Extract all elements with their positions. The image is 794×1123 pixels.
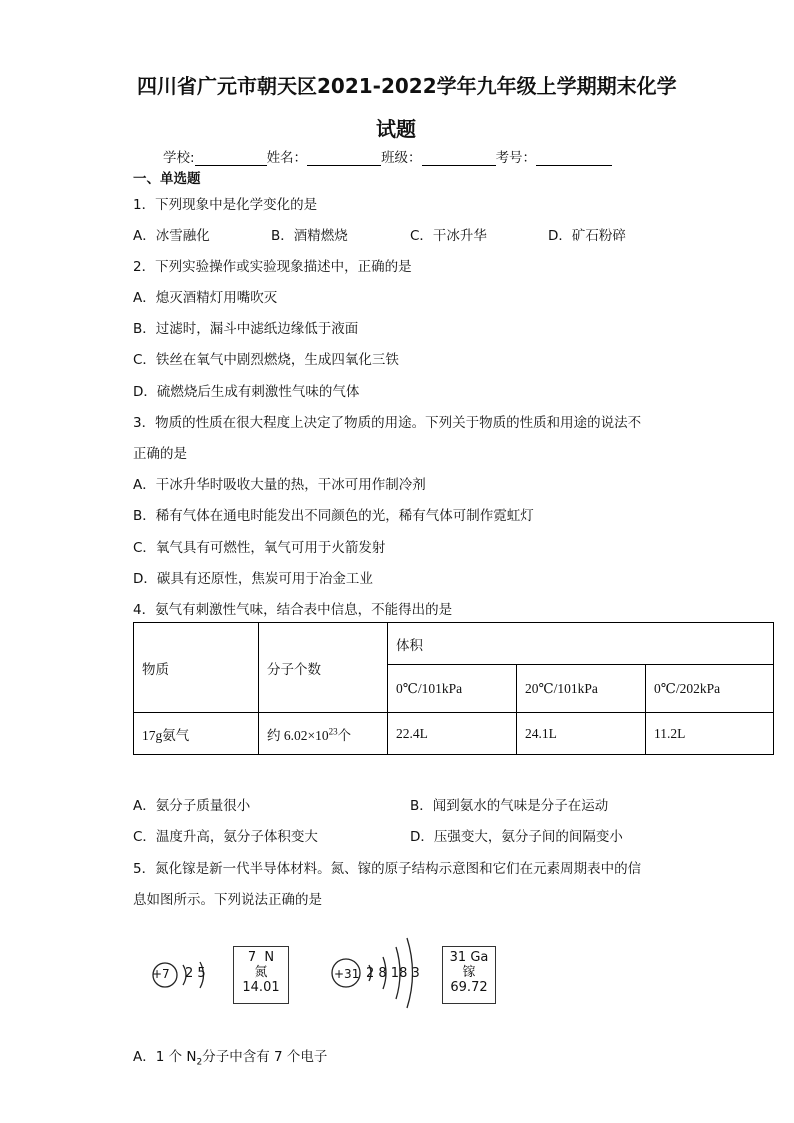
q3-option-c: C．氧气具有可燃性，氧气可用于火箭发射	[133, 540, 386, 556]
q5-stem-line2: 息如图所示。下列说法正确的是	[133, 892, 322, 908]
nitrogen-electron-shells: 2 5	[185, 966, 206, 981]
table-cell-volume-3: 11.2L	[646, 713, 774, 755]
q1-option-c: C．干冰升华	[410, 228, 487, 244]
q5-option-a	[133, 1045, 327, 1068]
gallium-atomic-mass: 69.72	[450, 980, 488, 995]
molecules-unit: 个	[337, 727, 352, 743]
q2-option-b: B．过滤时，漏斗中滤纸边缘低于液面	[133, 321, 359, 337]
q4-option-a: A．氨分子质量很小	[133, 798, 251, 814]
gallium-electron-shells: 2 8 18 3	[366, 966, 420, 981]
section-heading: 一、单选题	[133, 171, 201, 187]
q5-option-a-subscript: 2	[196, 1057, 203, 1068]
q5-option-a-rest: 分子中含有 7 个电子	[202, 1049, 328, 1065]
table-cell-volume-2: 24.1L	[517, 713, 646, 755]
gallium-atomic-number: 31	[449, 950, 467, 965]
q1-option-d: D．矿石粉碎	[548, 228, 626, 244]
school-blank	[195, 151, 267, 166]
q2-stem: 2．下列实验操作或实验现象描述中，正确的是	[133, 259, 412, 275]
nitrogen-element-card	[233, 946, 289, 1004]
ammonia-data-table	[133, 622, 774, 755]
q3-option-d: D．碳具有还原性，焦炭可用于冶金工业	[133, 571, 373, 587]
nitrogen-atomic-mass: 14.01	[242, 980, 280, 995]
table-cell-substance: 17g氨气	[134, 713, 259, 755]
gallium-nucleus: +31	[334, 967, 360, 981]
name-label: 姓名：	[266, 150, 308, 166]
student-info-line	[163, 146, 612, 166]
q4-stem: 4．氨气有刺激性气味，结合表中信息，不能得出的是	[133, 602, 453, 618]
q3-stem-line1: 3．物质的性质在很大程度上决定了物质的用途。下列关于物质的性质和用途的说法不	[133, 415, 642, 431]
molecules-exponent: 23	[328, 726, 338, 736]
q4-option-d: D．压强变大，氨分子间的间隔变小	[410, 829, 623, 845]
nitrogen-nucleus: +7	[152, 967, 170, 981]
q4-option-c: C．温度升高，氨分子体积变大	[133, 829, 318, 845]
nitrogen-symbol: N	[264, 950, 275, 965]
name-blank	[307, 151, 381, 166]
document-title-line1: 四川省广元市朝天区2021-2022学年九年级上学期期末化学	[137, 74, 677, 98]
document-title-line2: 试题	[376, 117, 416, 141]
school-label: 学校:	[163, 150, 195, 166]
nitrogen-name: 氮	[254, 965, 268, 980]
q2-option-a: A．熄灭酒精灯用嘴吹灭	[133, 290, 278, 306]
gallium-name: 镓	[462, 965, 476, 980]
nitrogen-atomic-number: 7	[247, 950, 257, 965]
q2-option-c: C．铁丝在氧气中剧烈燃烧，生成四氧化三铁	[133, 352, 399, 368]
table-header-molecules: 分子个数	[259, 623, 388, 713]
q4-option-b: B．闻到氨水的气味是分子在运动	[410, 798, 609, 814]
q5-option-a-text: A．1 个 N	[133, 1049, 197, 1065]
gallium-element-card	[442, 946, 496, 1004]
q1-option-b: B．酒精燃烧	[271, 228, 348, 244]
table-condition-3: 0℃/202kPa	[646, 665, 774, 713]
table-header-substance: 物质	[134, 623, 259, 713]
q1-option-a: A．冰雪融化	[133, 228, 210, 244]
q1-stem: 1．下列现象中是化学变化的是	[133, 197, 318, 213]
q2-option-d: D．硫燃烧后生成有刺激性气味的气体	[133, 384, 360, 400]
class-blank	[422, 151, 496, 166]
q3-option-a: A．干冰升华时吸收大量的热，干冰可用作制冷剂	[133, 477, 426, 493]
gallium-symbol: Ga	[470, 950, 489, 965]
table-cell-volume-1: 22.4L	[388, 713, 517, 755]
molecules-base: 约 6.02×10	[267, 727, 329, 743]
table-condition-2: 20℃/101kPa	[517, 665, 646, 713]
exam-no-blank	[536, 151, 612, 166]
class-label: 班级：	[381, 150, 422, 166]
q5-stem-line1: 5．氮化镓是新一代半导体材料。氮、镓的原子结构示意图和它们在元素周期表中的信	[133, 861, 642, 877]
exam-no-label: 考号：	[495, 150, 537, 166]
q3-option-b: B．稀有气体在通电时能发出不同颜色的光，稀有气体可制作霓虹灯	[133, 508, 534, 524]
table-cell-molecules	[259, 713, 388, 755]
table-condition-1: 0℃/101kPa	[388, 665, 517, 713]
table-header-volume: 体积	[388, 623, 774, 665]
q3-stem-line2: 正确的是	[133, 446, 187, 462]
